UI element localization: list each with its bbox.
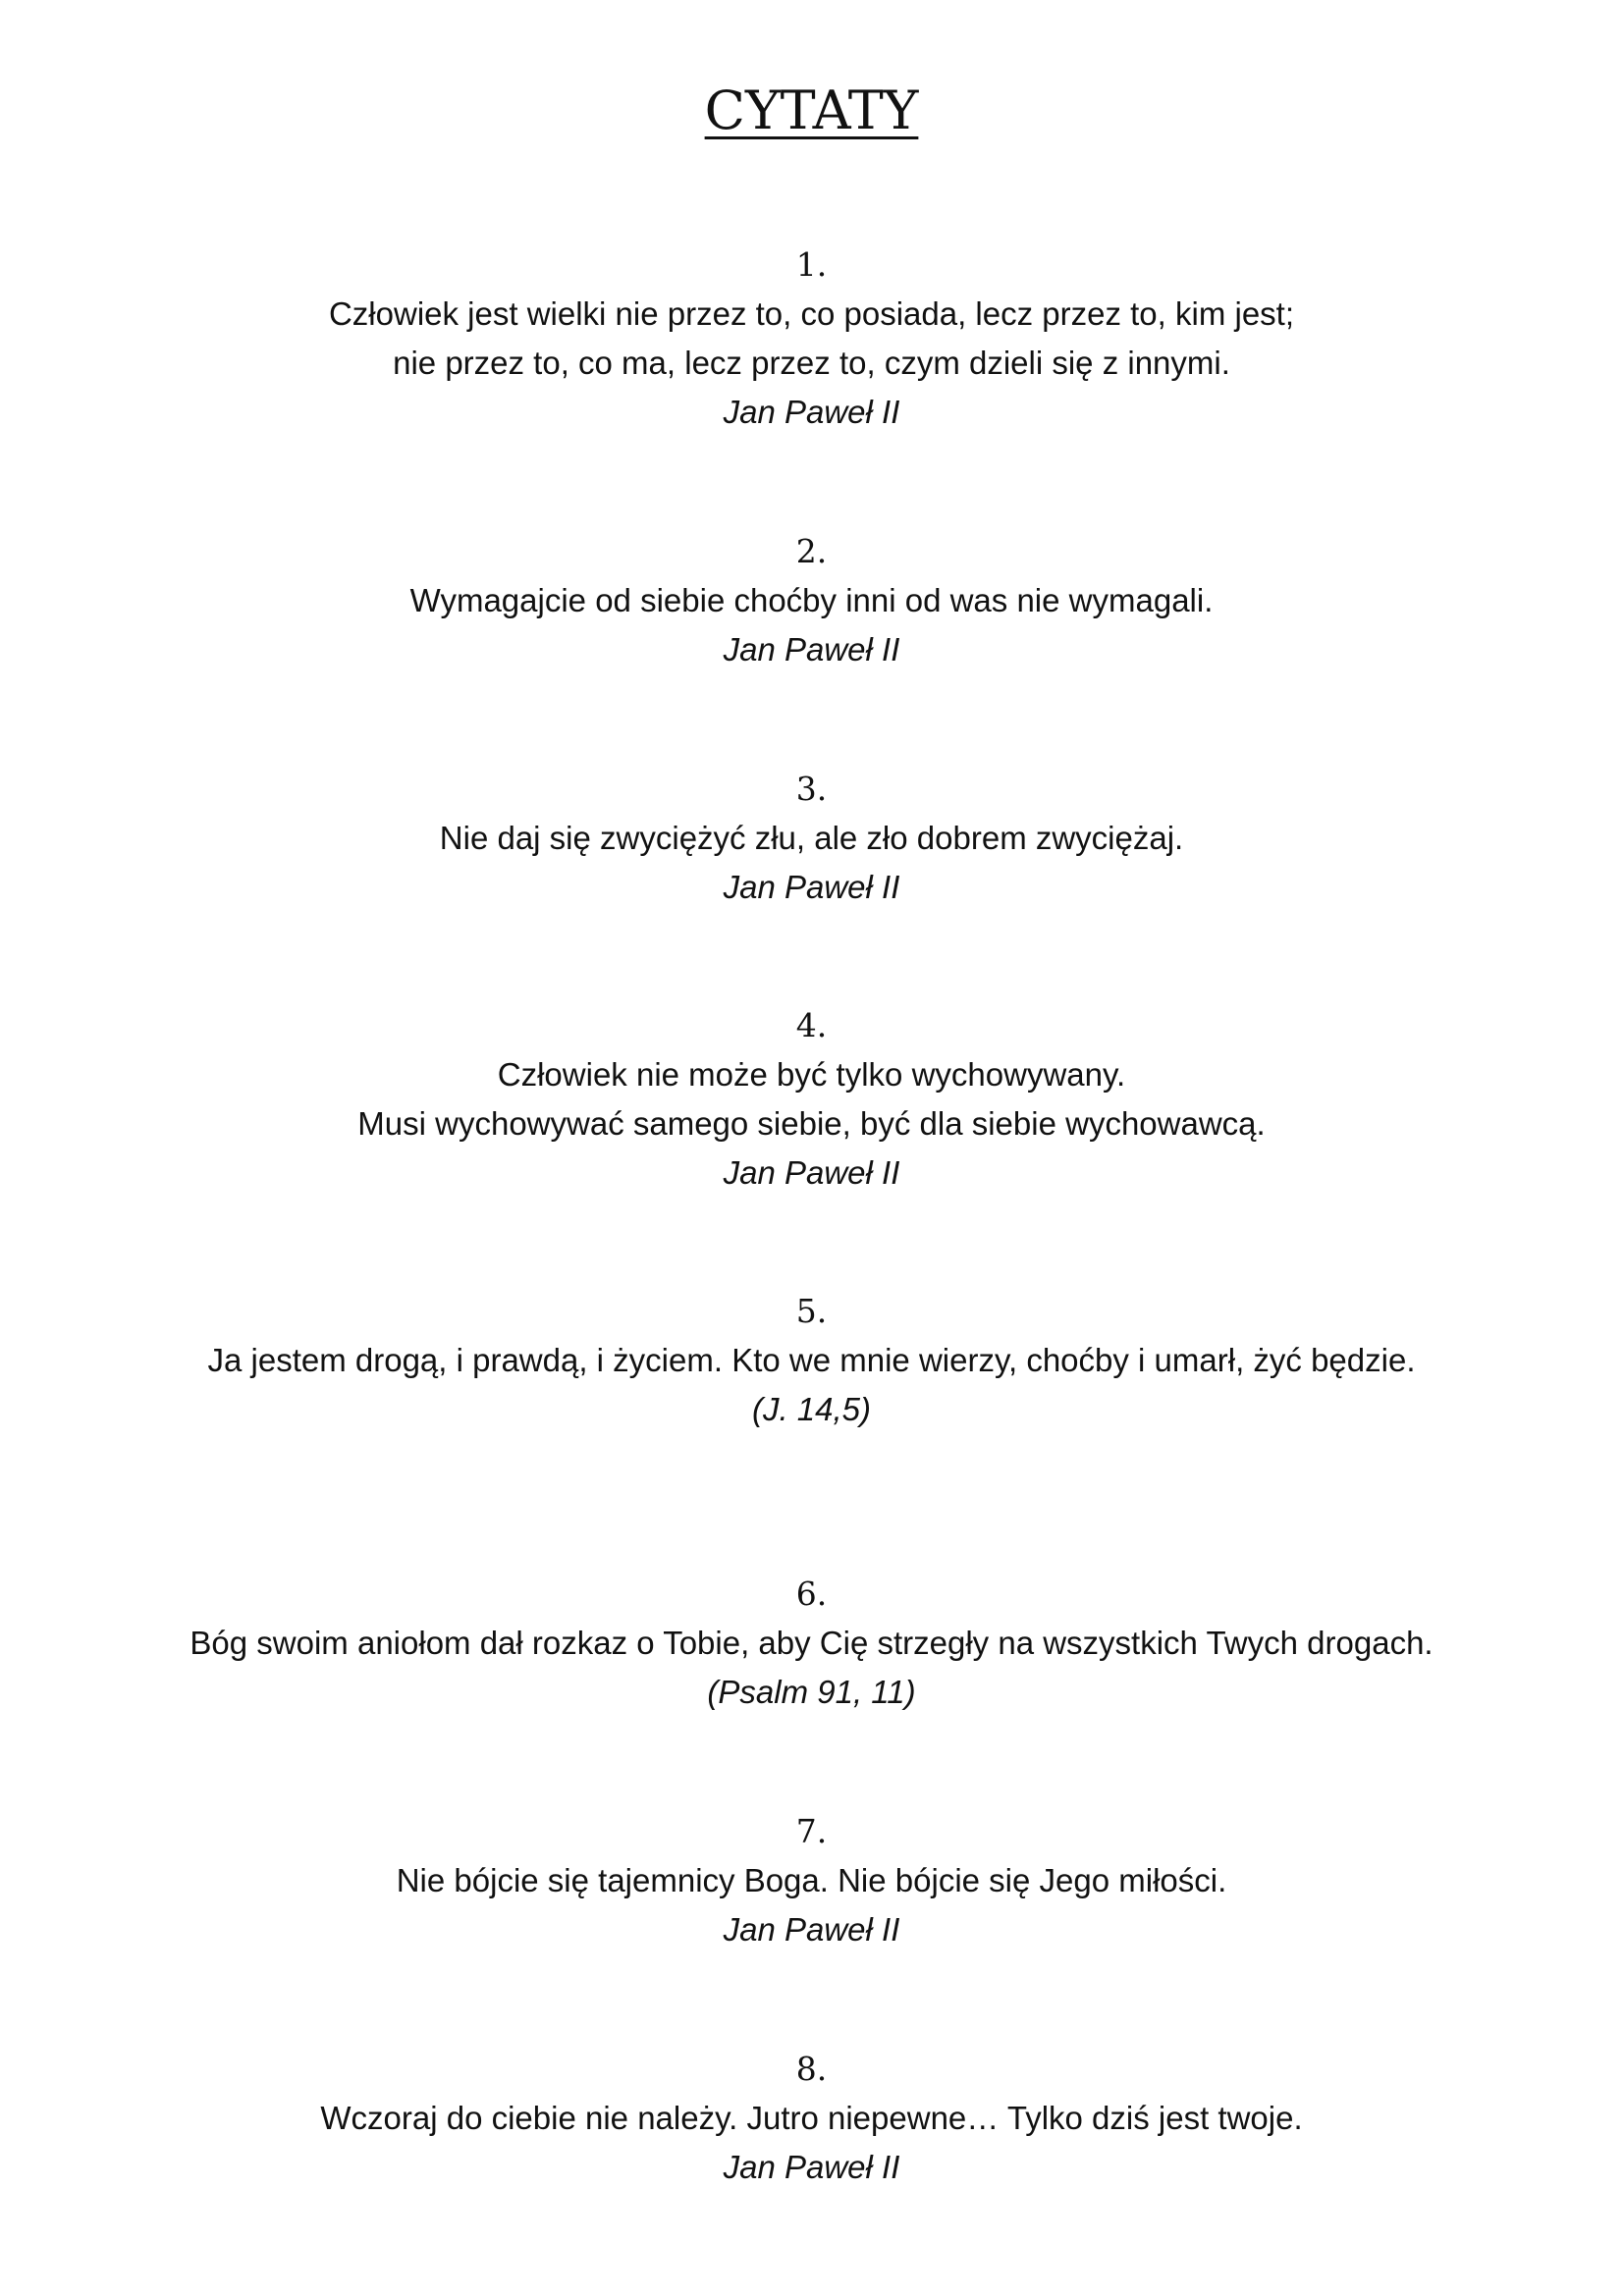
- quote-text-line: Musi wychowywać samego siebie, być dla siebie wychowawcą.: [357, 1105, 1266, 1142]
- quote-text-line: Ja jestem drogą, i prawdą, i życiem. Kto we mnie wierzy, choćby i umarł, żyć będzie.: [207, 1342, 1416, 1378]
- quote-text-line: Człowiek jest wielki nie przez to, co posiada, lecz przez to, kim jest;: [328, 295, 1295, 332]
- quote-number: 2.: [795, 532, 828, 570]
- quote-number: 4.: [795, 1006, 828, 1044]
- quote-number: 1.: [795, 245, 828, 284]
- quote-5: [0, 1287, 1623, 1434]
- quote-text-line: Wymagajcie od siebie choćby inni od was nie wymagali.: [409, 582, 1214, 618]
- quote-author: Jan Paweł II: [723, 394, 900, 430]
- quote-text-line: Nie bójcie się tajemnicy Boga. Nie bójcie się Jego miłości.: [396, 1862, 1227, 1898]
- quote-author: Jan Paweł II: [723, 1154, 900, 1191]
- quote-7: [0, 1807, 1623, 1954]
- quote-author: Jan Paweł II: [723, 869, 900, 905]
- quote-number: 5.: [795, 1292, 828, 1330]
- quote-number: 6.: [795, 1575, 828, 1613]
- quote-text-line: Bóg swoim aniołom dał rozkaz o Tobie, aby Cię strzegły na wszystkich Twych drogach.: [189, 1625, 1434, 1661]
- quote-4: [0, 1001, 1623, 1198]
- quote-text-line: nie przez to, co ma, lecz przez to, czym dzieli się z innymi.: [393, 345, 1230, 381]
- quote-number: 7.: [795, 1812, 828, 1850]
- quote-8: [0, 2045, 1623, 2192]
- quote-3: [0, 765, 1623, 912]
- quote-1: [0, 240, 1623, 437]
- quote-6: [0, 1570, 1623, 1717]
- quote-number: 8.: [795, 2050, 828, 2088]
- quote-author: Jan Paweł II: [723, 1911, 900, 1948]
- quote-author: Jan Paweł II: [723, 631, 900, 667]
- quote-2: [0, 527, 1623, 674]
- quote-text-line: Nie daj się zwyciężyć złu, ale zło dobrem zwyciężaj.: [439, 820, 1184, 856]
- quote-author: (J. 14,5): [751, 1391, 872, 1427]
- quote-author: (Psalm 91, 11): [707, 1674, 916, 1710]
- quote-text-line: Wczoraj do ciebie nie należy. Jutro niepewne… Tylko dziś jest twoje.: [320, 2100, 1303, 2136]
- quote-text-line: Człowiek nie może być tylko wychowywany.: [497, 1056, 1126, 1093]
- quote-author: Jan Paweł II: [723, 2149, 900, 2185]
- quote-number: 3.: [795, 770, 828, 808]
- page-title: CYTATY: [704, 80, 919, 141]
